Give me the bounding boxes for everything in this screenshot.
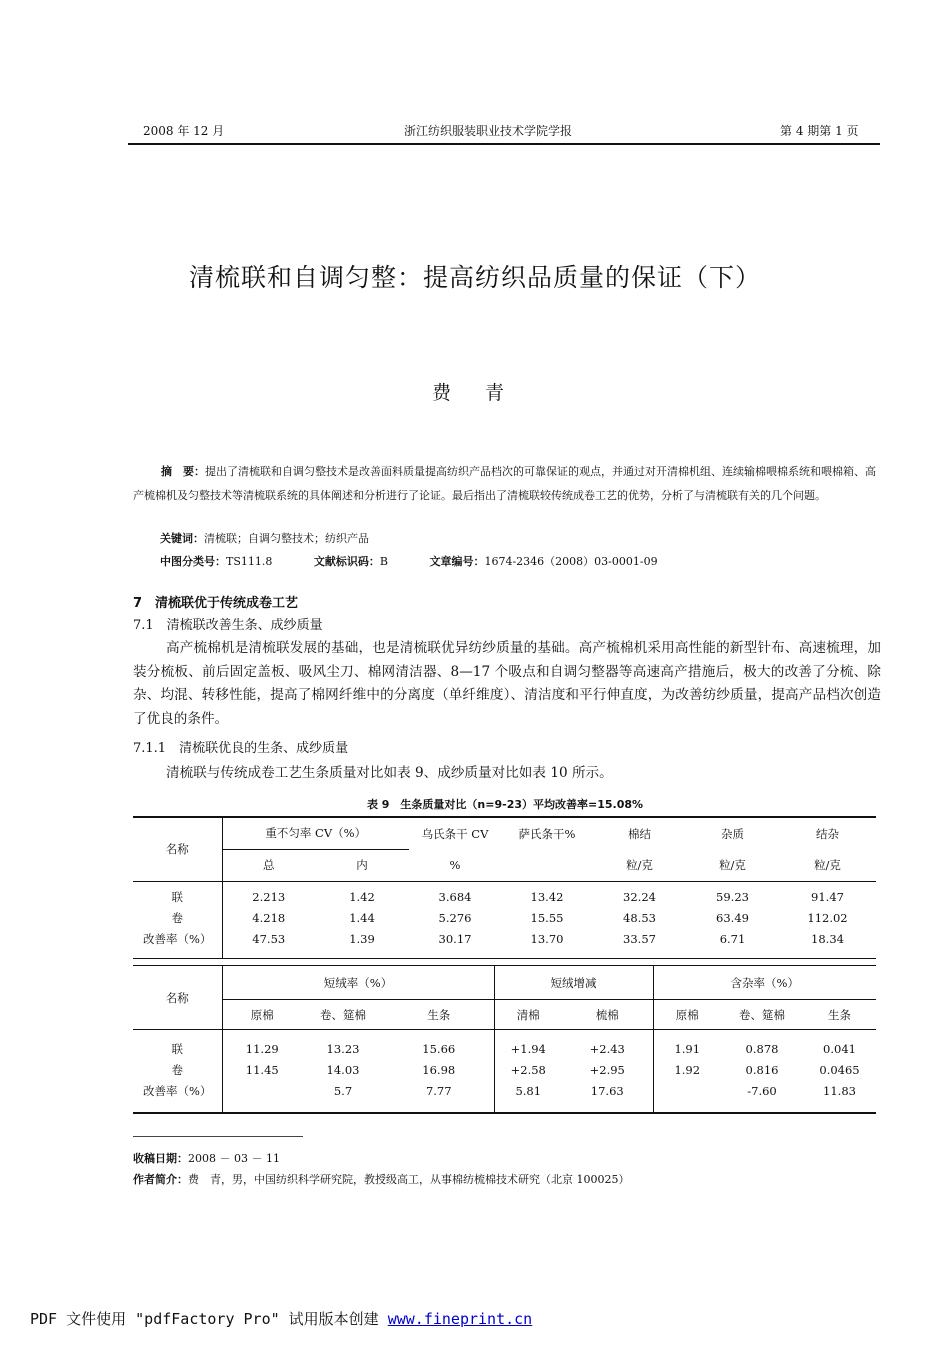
- t9-cv-total: 总: [263, 858, 275, 872]
- article-author: 费 青: [431, 382, 519, 404]
- header-rule: [128, 143, 880, 145]
- t10-imp-sliver: 生条: [828, 1007, 851, 1022]
- table-row: 卷 4.218 1.44 5.276 15.55 48.53 63.49 112.02: [133, 907, 876, 928]
- t10-short-header: 短绒率（%）: [222, 966, 494, 1000]
- art-label: 文章编号：: [429, 555, 485, 568]
- t9-name-header: 名称: [133, 817, 222, 881]
- fineprint-link[interactable]: www.fineprint.cn: [387, 1310, 533, 1328]
- t10-imp-header: 含杂率（%）: [653, 966, 876, 1000]
- t10-incr-clean: 清棉: [516, 1007, 540, 1022]
- received-date: [133, 1150, 280, 1166]
- t10-incr-header: 短绒增减: [494, 966, 653, 1000]
- t9-neps-header: 棉结: [628, 826, 651, 841]
- t9-trash-header: 杂质: [721, 826, 744, 841]
- footnote-rule: [133, 1136, 303, 1137]
- paragraph-1: 高产梳棉机是清梳联发展的基础，也是清梳联优异纺纱质量的基础。高产梳棉机采用高性能的新型针布、高速梳理，加装分梳板、前后固定盖板、吸风尘刀、棉网清洁器、8—17 个吸点和自调匀整器等高速高产措施后，极大的改善了分梳、除杂、均混、转移性能，提高了棉网纤维中的分离度（单纤维度）、清洁度和平行伸直度，为改善纺纱质量，提高产品档次创造了优良的条件。: [133, 640, 881, 727]
- pdf-footer: [30, 1308, 532, 1329]
- header-page: 第 4 期第 1 页: [780, 124, 859, 138]
- t9-uster-unit: %: [449, 857, 461, 872]
- classification: [160, 553, 696, 569]
- t9-sayre-header: 萨氏条干%: [518, 826, 576, 841]
- clc-value: TS111.8: [226, 555, 273, 568]
- doc-value: B: [379, 555, 388, 568]
- table-row: 卷 11.45 14.03 16.98 +2.58 +2.95 1.92 0.816 0.0465: [133, 1060, 876, 1081]
- section-7-1-heading: 7.1 清梳联改善生条、成纱质量: [133, 618, 323, 633]
- keywords-text: 清梳联；自调匀整技术；纺织产品: [204, 532, 369, 545]
- table-row: 改善率（%） 47.53 1.39 30.17 13.70 33.57 6.71 18.34: [133, 928, 876, 958]
- paragraph-2: 清梳联与传统成卷工艺生条质量对比如表 9、成纱质量对比如表 10 所示。: [166, 765, 613, 781]
- author-bio: [133, 1171, 630, 1187]
- header-journal: 浙江纺织服装职业技术学院学报: [404, 124, 573, 138]
- article-title: 清梳联和自调匀整：提高纺织品质量的保证（下）: [188, 263, 761, 292]
- t9-neps-unit: 粒/克: [626, 857, 653, 872]
- t9-seed-unit: 粒/克: [814, 857, 841, 872]
- section-7-heading: 7 清梳联优于传统成卷工艺: [133, 596, 299, 611]
- art-value: 1674-2346（2008）03-0001-09: [484, 555, 658, 568]
- t10-incr-card: 梳棉: [562, 1000, 653, 1030]
- table-9: [133, 816, 876, 959]
- header-date: 2008 年 12 月: [143, 124, 225, 138]
- t10-name-header: 名称: [133, 966, 222, 1030]
- doc-label: 文献标识码：: [313, 555, 380, 568]
- table-10: [133, 965, 876, 1114]
- table-row: 联 2.213 1.42 3.684 13.42 32.24 59.23 91.47: [133, 881, 876, 907]
- t10-imp-raw: 原棉: [675, 1007, 699, 1022]
- t9-cv-inner: 内: [356, 858, 368, 872]
- table-row: 改善率（%） 5.7 7.77 5.81 17.63 -7.60 11.83: [133, 1081, 876, 1113]
- t10-imp-lap: 卷、筵棉: [739, 1007, 785, 1022]
- table-9-caption: 表 9 生条质量对比（n=9-23）平均改善率=15.08%: [366, 798, 644, 811]
- pdf-footer-text: PDF 文件使用 "pdfFactory Pro" 试用版本创建: [30, 1310, 388, 1328]
- received-value: 2008 － 03 － 11: [188, 1152, 280, 1165]
- abstract: [133, 460, 883, 508]
- abstract-text: 提出了清梳联和自调匀整技术是改善面料质量提高纺织产品档次的可靠保证的观点，并通过对开清棉机组、连续输棉喂棉系统和喂棉箱、高产梳棉机及匀整技术等清梳联系统的具体阐述和分析进行了论证。最后指出了清梳联较传统成卷工艺的优势，分析了与清梳联有关的几个问题。: [133, 465, 876, 502]
- t9-trash-unit: 粒/克: [719, 857, 746, 872]
- t10-short-sliver: 生条: [384, 1000, 494, 1030]
- t10-short-lap: 卷、筵棉: [320, 1007, 366, 1022]
- section-7-1-1-heading: 7.1.1 清梳联优良的生条、成纱质量: [133, 741, 349, 756]
- abstract-label: 摘 要：: [161, 465, 205, 478]
- bio-value: 费 青，男，中国纺织科学研究院，教授级高工，从事棉纺梳棉技术研究（北京 100025）: [188, 1173, 630, 1186]
- table-row: 联 11.29 13.23 15.66 +1.94 +2.43 1.91 0.878 0.041: [133, 1030, 876, 1060]
- received-label: 收稿日期：: [133, 1152, 188, 1165]
- bio-label: 作者简介：: [133, 1173, 188, 1186]
- t9-cv-header: 重不匀率 CV（%）: [222, 817, 409, 849]
- keywords: [160, 530, 369, 546]
- clc-label: 中图分类号：: [160, 555, 226, 568]
- t9-seed-header: 结杂: [816, 826, 839, 841]
- t9-uster-header: 乌氏条干 CV: [421, 826, 489, 841]
- t10-short-raw: 原棉: [250, 1007, 274, 1022]
- keywords-label: 关键词：: [160, 532, 204, 545]
